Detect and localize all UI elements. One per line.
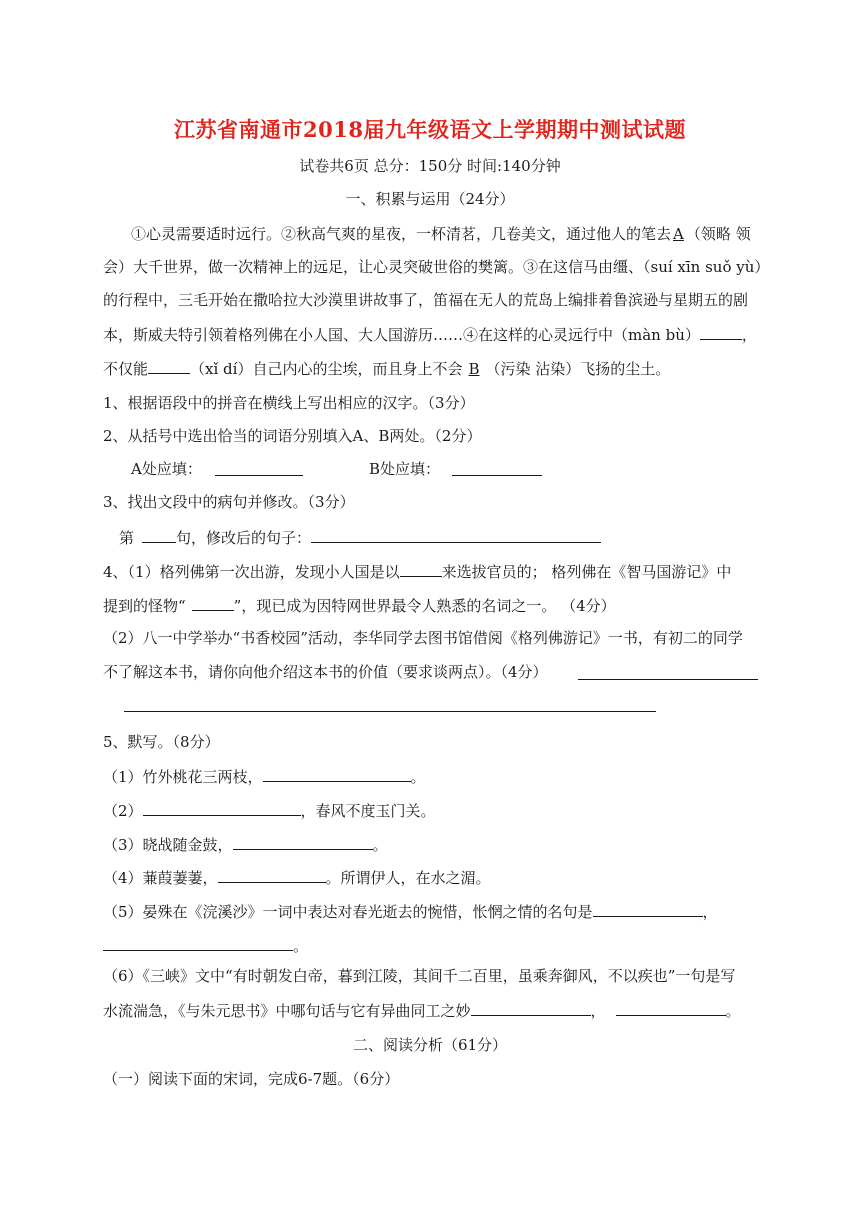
section-2-heading: 二、阅读分析（61分） [352, 1036, 508, 1054]
passage-line-2: 会）大千世界，做一次精神上的远足，让心灵突破世俗的樊篱。③在这信马由缰、（suí xīn suǒ yù） [103, 258, 770, 276]
question-4-line-4: 不了解这本书，请你向他介绍这本书的价值（要求谈两点）。（4分） [103, 663, 548, 681]
question-1: 1、根据语段中的拼音在横线上写出相应的汉字。（3分） [103, 394, 475, 412]
recite-blank-3[interactable] [233, 833, 373, 850]
question-3: 3、找出文段中的病句并修改。（3分） [103, 493, 355, 511]
recite-blank-4[interactable] [218, 866, 326, 883]
recite-blank-6b[interactable] [616, 999, 726, 1016]
question-4-line-1: 4、（1）格列佛第一次出游，发现小人国是以 来选拔官员的； 格列佛在《智马国游记》中 [103, 560, 731, 582]
answer-blank-b[interactable] [452, 475, 542, 476]
question-3-answer-line: 第 句，修改后的句子： [119, 526, 601, 548]
section-1-heading: 一、积累与运用（24分） [345, 190, 515, 208]
reading-part-1: （一）阅读下面的宋词，完成6-7题。（6分） [103, 1070, 400, 1088]
question-4-line-3: （2）八一中学举办“书香校园”活动，李华同学去图书馆借阅《格列佛游记》一书，有初二的同学 [103, 629, 743, 647]
recite-blank-5b[interactable] [103, 934, 293, 951]
question-2: 2、从括号中选出恰当的词语分别填入A、B两处。（2分） [103, 427, 482, 445]
answer-line-value-1[interactable] [578, 679, 758, 680]
exam-info: 试卷共6页 总分：150分 时间:140分钟 [299, 157, 561, 175]
blank-b[interactable]: B [468, 360, 480, 378]
recite-item-2: （2） ，春风不度玉门关。 [103, 799, 436, 821]
blank-a[interactable]: A [673, 225, 684, 243]
sentence-number-blank[interactable] [142, 526, 176, 543]
recite-item-3: （3）晓战随金鼓， 。 [103, 833, 388, 855]
blank-xi-di[interactable] [148, 357, 190, 374]
recite-item-5: （5）晏殊在《浣溪沙》一词中表达对春光逝去的惋惜，怅惘之情的名句是 ， [103, 900, 718, 922]
recite-item-6-cont: 水流湍急，《与朱元思书》中哪句话与它有异曲同工之妙 ， 。 [103, 999, 741, 1021]
passage-line-4: 本，斯威夫特引领着格列佛在小人国、大人国游历……④在这样的心灵远行中（màn bù） ， [103, 323, 757, 345]
recite-item-4: （4）蒹葭萋萋， 。所谓伊人，在水之湄。 [103, 866, 491, 888]
blank-man-bu[interactable] [700, 323, 742, 340]
recite-blank-2[interactable] [143, 799, 301, 816]
recite-item-5-cont: 。 [103, 934, 308, 956]
recite-blank-6a[interactable] [471, 999, 591, 1016]
blank-selection-method[interactable] [400, 560, 442, 577]
question-2-a-label: A处应填： [131, 460, 202, 478]
passage-line-5: 不仅能 （xǐ dí）自己内心的尘埃，而且身上不会 B （污染 沾染）飞扬的尘土。 [103, 357, 670, 379]
question-2-b-label: B处应填： [369, 460, 441, 478]
recite-item-6: （6）《三峡》文中“有时朝发白帝，暮到江陵，其间千二百里，虽乘奔御风，不以疾也”一句是写 [103, 967, 736, 985]
recite-blank-1[interactable] [263, 765, 411, 782]
answer-blank-a[interactable] [215, 475, 303, 476]
blank-monster-name[interactable] [192, 594, 234, 611]
question-5-heading: 5、默写。（8分） [103, 733, 220, 751]
exam-title: 江苏省南通市2018届九年级语文上学期期中测试试题 [174, 117, 686, 142]
answer-line-value-2[interactable] [124, 711, 656, 712]
passage-line-1: ①心灵需要适时远行。②秋高气爽的星夜，一杯清茗，几卷美文，通过他人的笔去 A （领略 领 [131, 225, 751, 243]
recite-blank-5a[interactable] [593, 900, 703, 917]
question-4-line-2: 提到的怪物“ ”，现已成为因特网世界最令人熟悉的名词之一。 （4分） [103, 594, 616, 616]
recite-item-1: （1）竹外桃花三两枝， 。 [103, 765, 426, 787]
corrected-sentence-blank[interactable] [311, 526, 601, 543]
passage-line-3: 的行程中，三毛开始在撒哈拉大沙漠里讲故事了，笛福在无人的荒岛上编排着鲁滨逊与星期五的剧 [103, 291, 749, 309]
